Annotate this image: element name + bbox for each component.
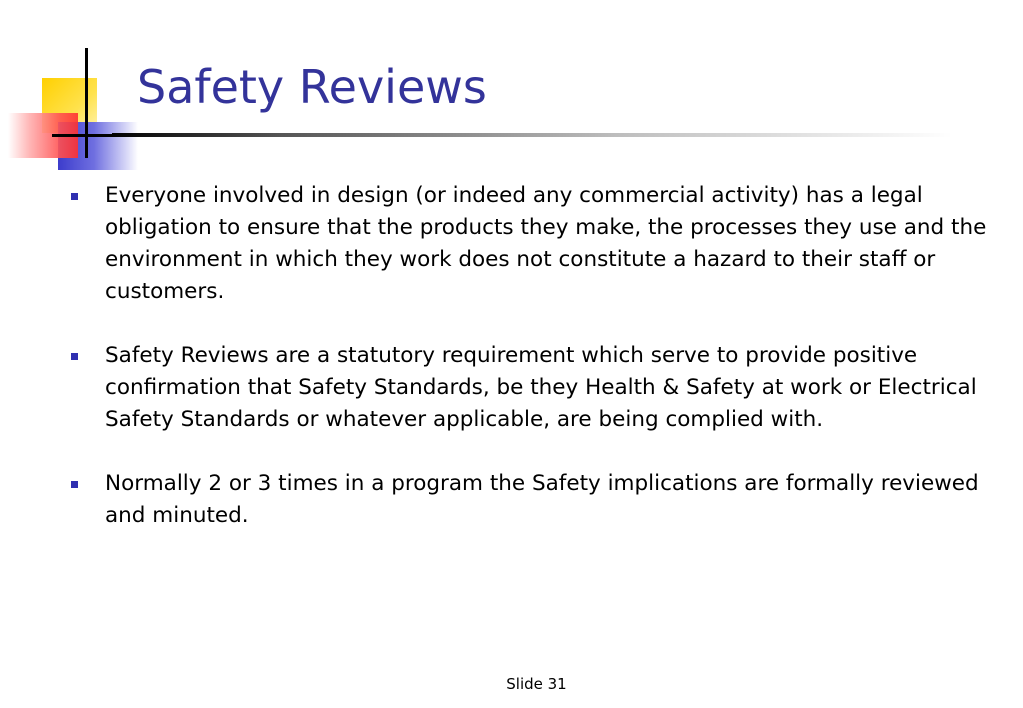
bullet-text: Safety Reviews are a statutory requirement which serve to provide positive confirmation that Safety Standards, be they Health & Safety at work or Electrical Safety Standards or whatever applicable, are being complied with. bbox=[105, 343, 977, 432]
slide-logo-decoration bbox=[0, 0, 140, 180]
bullet-item bbox=[70, 468, 990, 532]
slide-title: Safety Reviews bbox=[137, 60, 487, 114]
logo-horizontal-line bbox=[52, 134, 112, 137]
bullet-text: Normally 2 or 3 times in a program the Safety implications are formally reviewed and minuted. bbox=[105, 471, 979, 528]
bullet-item bbox=[70, 180, 990, 308]
logo-vertical-line bbox=[85, 48, 88, 158]
bullet-list bbox=[70, 180, 990, 564]
slide-footer bbox=[0, 675, 1023, 693]
square-bullet-icon bbox=[71, 353, 78, 360]
title-underline bbox=[112, 133, 952, 137]
square-bullet-icon bbox=[71, 481, 78, 488]
slide-number: Slide 31 bbox=[506, 675, 567, 693]
square-bullet-icon bbox=[71, 193, 78, 200]
bullet-text: Everyone involved in design (or indeed any commercial activity) has a legal obligation to ensure that the products they make, the processes they use and the environment in which they work does not constitute a hazard to their staff or customers. bbox=[105, 183, 987, 304]
bullet-item bbox=[70, 340, 990, 436]
